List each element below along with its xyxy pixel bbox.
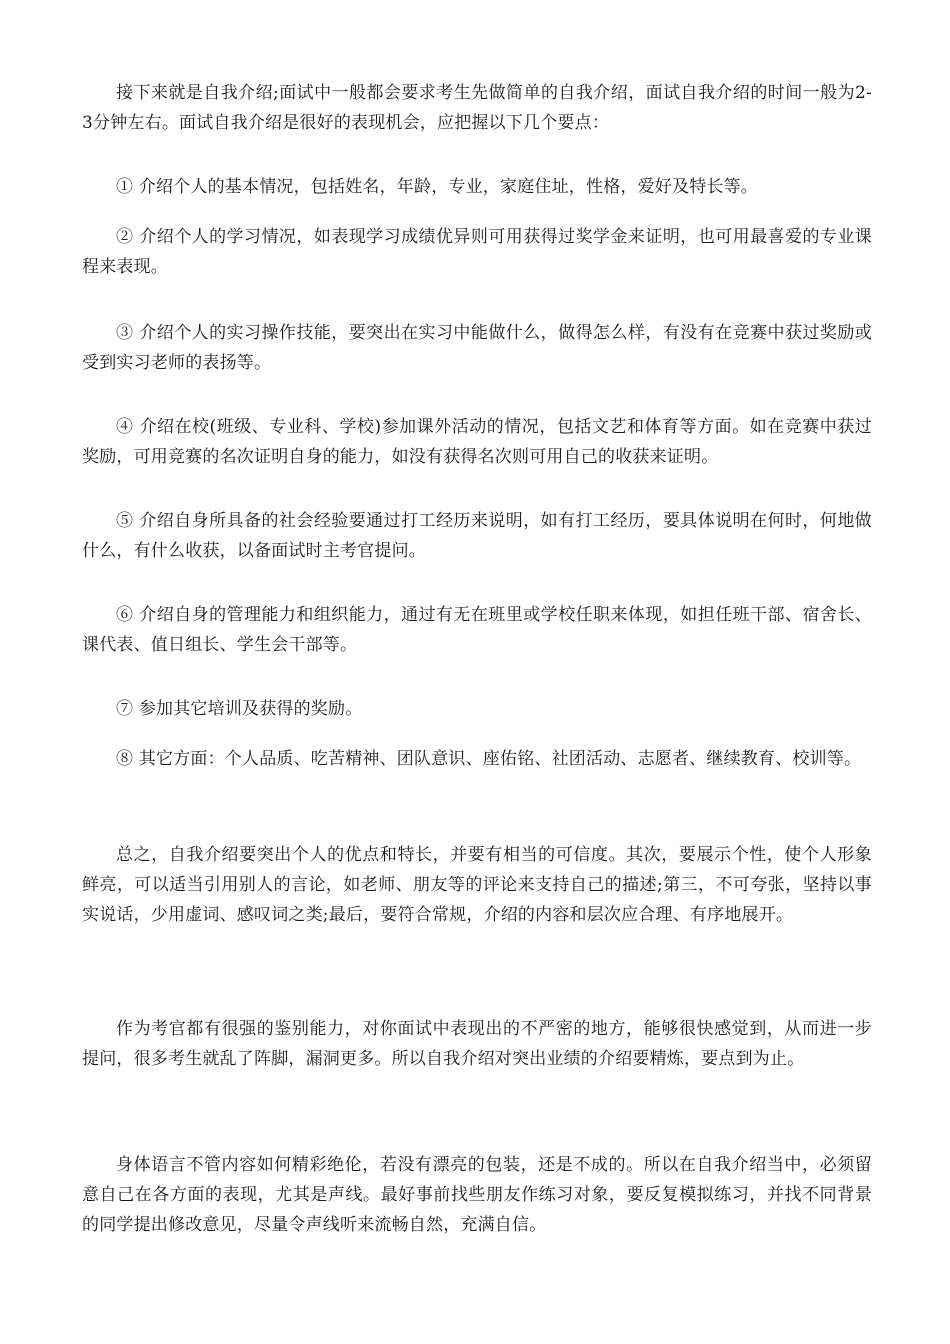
paragraph-point-8: ⑧ 其它方面：个人品质、吃苦精神、团队意识、座佑铭、社团活动、志愿者、继续教育、校训等。: [116, 749, 862, 769]
paragraph-body-language: 身体语言不管内容如何精彩绝伦，若没有漂亮的包装，还是不成的。所以在自我介绍当中，必须留意自己在各方面的表现，尤其是声线。最好事前找些朋友作练习对象，要反复模拟练习，并找不同背景的同学提出修改意见，尽量令声线听来流畅自然，充满自信。: [82, 1155, 872, 1235]
paragraph-point-2: ② 介绍个人的学习情况，如表现学习成绩优异则可用获得过奖学金来证明，也可用最喜爱的专业课程来表现。: [82, 227, 872, 277]
paragraph-point-5: ⑤ 介绍自身所具备的社会经验要通过打工经历来说明，如有打工经历，要具体说明在何时，何地做什么，有什么收获，以备面试时主考官提问。: [82, 511, 872, 561]
paragraph-point-7: ⑦ 参加其它培训及获得的奖励。: [116, 699, 363, 719]
paragraph-point-6: ⑥ 介绍自身的管理能力和组织能力，通过有无在班里或学校任职来体现，如担任班干部、宿舍长、课代表、值日组长、学生会干部等。: [82, 605, 872, 655]
paragraph-intro: 接下来就是自我介绍;面试中一般都会要求考生先做简单的自我介绍，面试自我介绍的时间一般为2-3分钟左右。面试自我介绍是很好的表现机会，应把握以下几个要点：: [82, 83, 872, 133]
paragraph-examiner: 作为考官都有很强的鉴别能力，对你面试中表现出的不严密的地方，能够很快感觉到，从而进一步提问，很多考生就乱了阵脚，漏洞更多。所以自我介绍对突出业绩的介绍要精炼，要点到为止。: [82, 1019, 872, 1069]
paragraph-point-3: ③ 介绍个人的实习操作技能，要突出在实习中能做什么，做得怎么样，有没有在竞赛中获过奖励或受到实习老师的表扬等。: [82, 323, 872, 373]
paragraph-point-4: ④ 介绍在校(班级、专业科、学校)参加课外活动的情况，包括文艺和体育等方面。如在竞赛中获过奖励，可用竞赛的名次证明自身的能力，如没有获得名次则可用自己的收获来证明。: [82, 417, 872, 467]
paragraph-point-1: ① 介绍个人的基本情况，包括姓名，年龄，专业，家庭住址，性格，爱好及特长等。: [116, 177, 759, 197]
paragraph-summary: 总之，自我介绍要突出个人的优点和特长，并要有相当的可信度。其次，要展示个性，使个人形象鲜亮，可以适当引用别人的言论，如老师、朋友等的评论来支持自己的描述;第三，不可夸张，坚持以事实说话，少用虚词、感叹词之类;最后，要符合常规，介绍的内容和层次应合理、有序地展开。: [82, 845, 872, 925]
